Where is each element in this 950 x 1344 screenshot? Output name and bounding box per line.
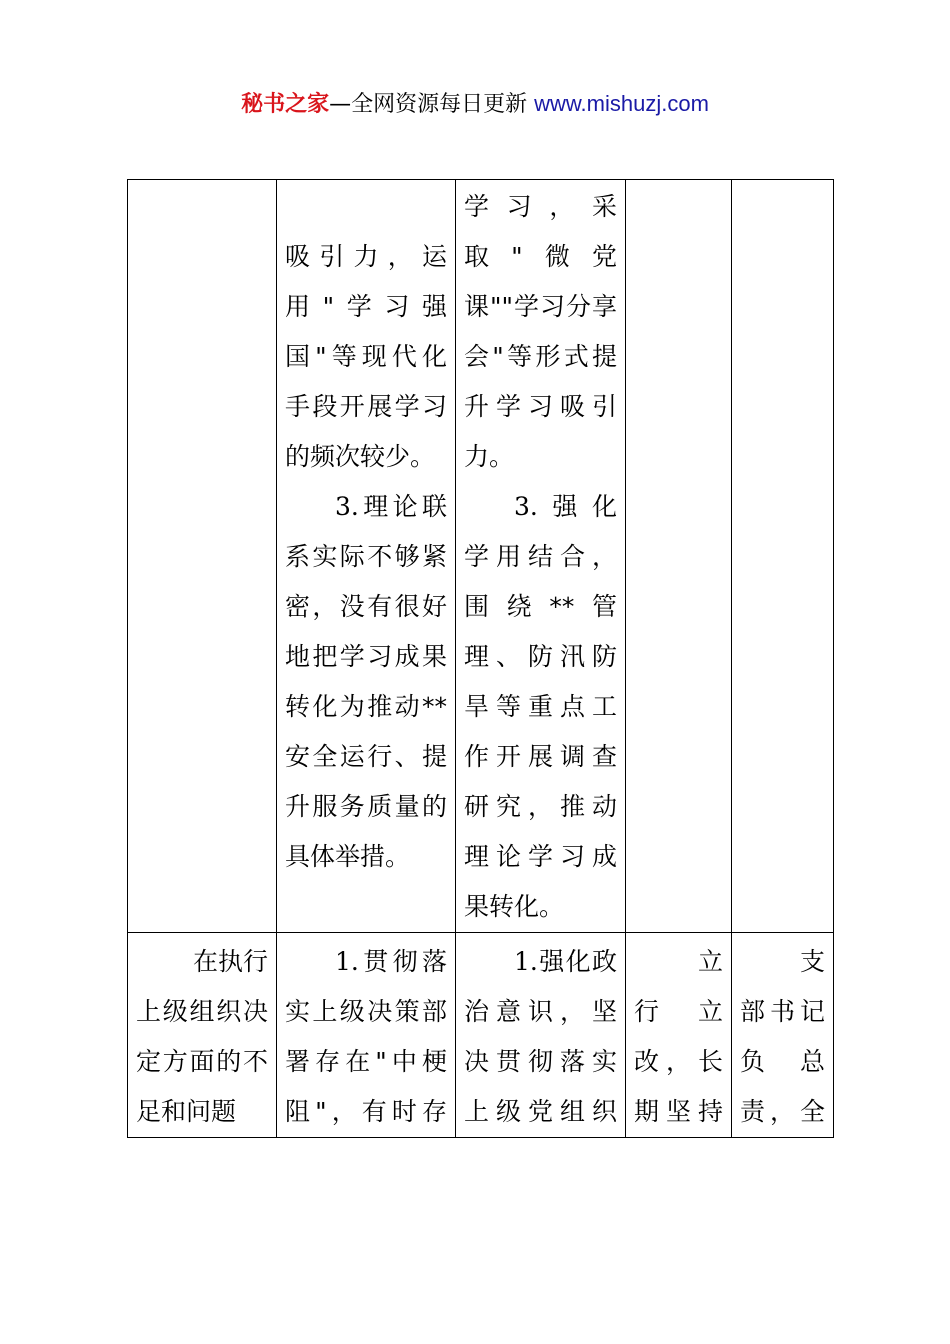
- text-line: 定方面的不: [136, 1047, 268, 1076]
- text-line: 在执行: [192, 947, 268, 976]
- text-line: 升学习吸引: [464, 392, 617, 421]
- table-row: [128, 180, 834, 933]
- text-line: 上级党组织: [464, 1097, 617, 1126]
- text-line: 负 总: [740, 1047, 825, 1076]
- text-line: 升服务质量的: [285, 792, 447, 821]
- text-line: 旱等重点工: [464, 692, 617, 721]
- responsible-cell: [732, 933, 834, 1138]
- table-row: [128, 933, 834, 1138]
- cell-text: [277, 933, 455, 1137]
- text-line: 行 立: [634, 997, 723, 1026]
- problem-description-cell: [277, 180, 456, 933]
- text-line: 3.强化: [514, 492, 617, 521]
- text-line: 安全运行、提: [285, 742, 447, 771]
- text-line: 3.理论联: [335, 492, 447, 521]
- page-header: [0, 88, 950, 121]
- cell-text: [626, 933, 731, 1137]
- text-line: 密，没有很好: [285, 592, 447, 621]
- rectification-table: [127, 179, 834, 1138]
- text-line: 1.强化政: [514, 947, 617, 976]
- text-line: 学用结合，: [464, 542, 617, 571]
- text-line: 责，全: [740, 1097, 825, 1126]
- deadline-cell: [626, 933, 732, 1138]
- text-line: 吸引力，运: [285, 242, 447, 271]
- problem-category-cell: [128, 933, 277, 1138]
- responsible-cell: [732, 180, 834, 933]
- text-line: 手段开展学习: [285, 392, 447, 421]
- text-line: 取"微党: [464, 242, 617, 271]
- cell-text: [456, 933, 625, 1137]
- cell-text: [456, 180, 625, 932]
- text-line: 改，长: [634, 1047, 723, 1076]
- rectification-measure-cell: [456, 933, 626, 1138]
- text-line: 实上级决策部: [285, 997, 447, 1026]
- text-line: 作开展调查: [464, 742, 617, 771]
- text-line: 转化为推动**: [285, 692, 447, 721]
- problem-description-cell: [277, 933, 456, 1138]
- rectification-measure-cell: [456, 180, 626, 933]
- text-line: 围绕**管: [464, 592, 617, 621]
- header-slogan: —全网资源每日更新: [329, 92, 535, 117]
- text-line: 国"等现代化: [285, 342, 447, 371]
- text-line: 会"等形式提: [464, 342, 617, 371]
- text-line: 果转化。: [464, 892, 565, 921]
- text-line: 地把学习成果: [285, 642, 447, 671]
- text-line: 期坚持: [634, 1097, 723, 1126]
- text-line: 理论学习成: [464, 842, 617, 871]
- text-line: 具体举措。: [285, 842, 411, 871]
- brand-name: 秘书之家: [241, 92, 330, 117]
- text-line: 部书记: [740, 997, 825, 1026]
- text-line: 阻"，有时存: [285, 1097, 447, 1126]
- text-line: 支: [799, 947, 825, 976]
- text-line: 上级组织决: [136, 997, 268, 1026]
- text-line: 力。: [464, 442, 515, 471]
- text-line: 的频次较少。: [285, 442, 436, 471]
- text-line: 研究，推动: [464, 792, 617, 821]
- text-line: 决贯彻落实: [464, 1047, 617, 1076]
- cell-text: [732, 933, 833, 1137]
- text-line: 1.贯彻落: [335, 947, 447, 976]
- problem-category-cell: [128, 180, 277, 933]
- site-url[interactable]: www.mishuzj.com: [534, 91, 709, 116]
- text-line: 理、防汛防: [464, 642, 617, 671]
- text-line: 立: [697, 947, 723, 976]
- text-line: 治意识，坚: [464, 997, 617, 1026]
- text-line: 署存在"中梗: [285, 1047, 447, 1076]
- text-line: 学习，采: [464, 192, 617, 221]
- deadline-cell: [626, 180, 732, 933]
- cell-text: [277, 180, 455, 882]
- text-line: 系实际不够紧: [285, 542, 447, 571]
- text-line: 足和问题: [136, 1097, 237, 1126]
- cell-text: [128, 933, 276, 1137]
- text-line: 课""学习分享: [464, 292, 617, 321]
- text-line: 用"学习强: [285, 292, 447, 321]
